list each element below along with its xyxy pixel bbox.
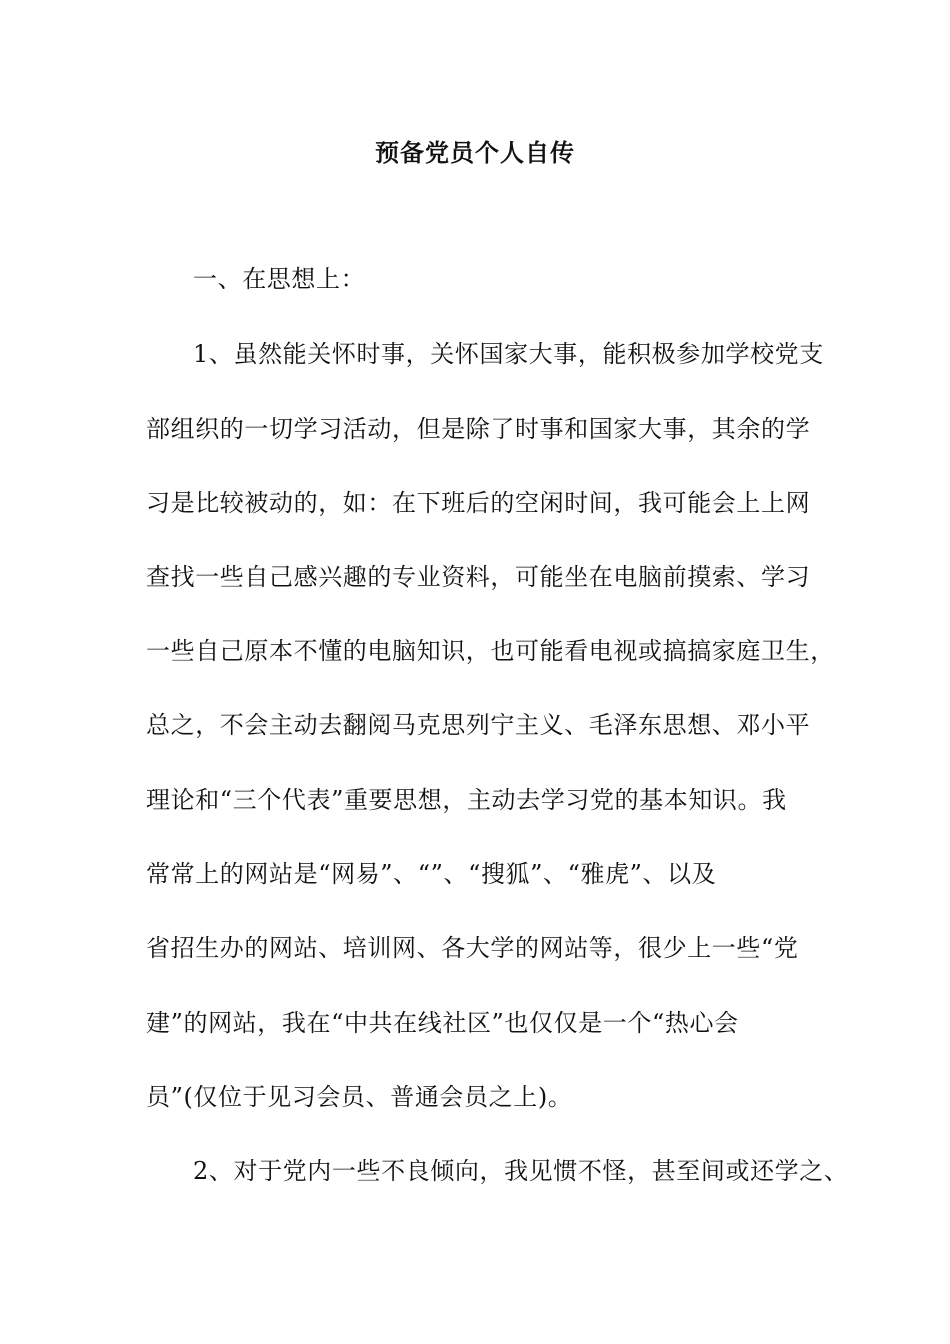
section-heading: 一、在思想上： [193,265,366,293]
paragraph-line: 部组织的一切学习活动，但是除了时事和国家大事，其余的学 [146,415,811,443]
paragraph-line: 查找一些自己感兴趣的专业资料，可能坐在电脑前摸索、学习 [146,563,811,591]
document-title: 预备党员个人自传 [375,138,575,167]
paragraph-line: 一些自己原本不懂的电脑知识，也可能看电视或搞搞家庭卫生， [146,637,835,665]
paragraph-line: 建”的网站，我在“中共在线社区”也仅仅是一个“热心会 [146,1009,739,1037]
paragraph-line: 总之，不会主动去翻阅马克思列宁主义、毛泽东思想、邓小平 [146,711,811,739]
paragraph-line: 1、虽然能关怀时事，关怀国家大事，能积极参加学校党支 [193,340,824,368]
paragraph-line: 省招生办的网站、培训网、各大学的网站等，很少上一些“党 [146,934,799,962]
paragraph-line: 员”(仅位于见习会员、普通会员之上)。 [146,1083,573,1111]
paragraph-line: 理论和“三个代表”重要思想，主动去学习党的基本知识。我 [146,786,787,814]
paragraph-line: 常常上的网站是“网易”、“”、“搜狐”、“雅虎”、以及 [146,860,717,888]
paragraph-line: 2、对于党内一些不良倾向，我见惯不怪，甚至间或还学之、 [193,1157,849,1185]
paragraph-line: 习是比较被动的，如：在下班后的空闲时间，我可能会上上网 [146,489,811,517]
